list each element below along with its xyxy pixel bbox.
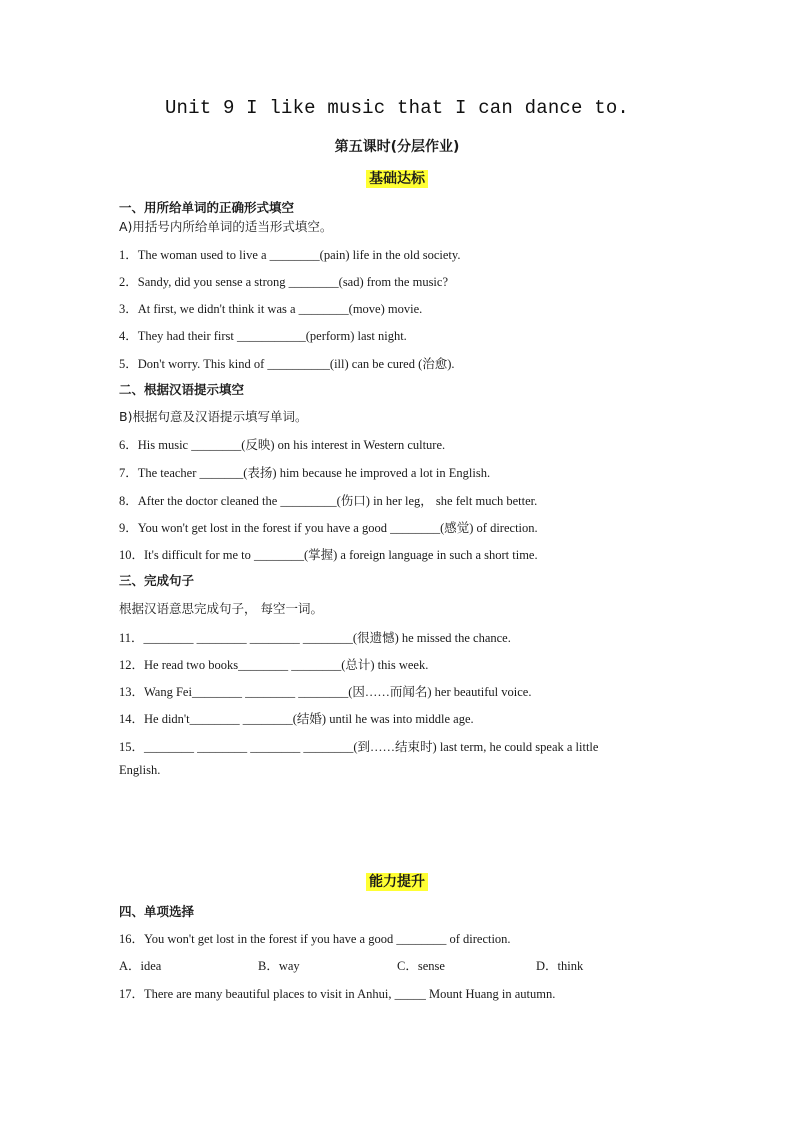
section-tag-basic	[0, 168, 794, 188]
question-item: 3．At first, we didn't think it was a ________(move) movie.	[119, 302, 423, 316]
question-item: 15．________ ________ ________ ________(到……结束时) last term, he could speak a little	[119, 740, 599, 754]
part2-heading: 二、根据汉语提示填空	[119, 382, 245, 397]
part2-instruction: B)根据句意及汉语提示填写单词。	[119, 409, 308, 424]
question-item: 2．Sandy, did you sense a strong ________(sad) from the music?	[119, 275, 448, 289]
question-item: 10．It's difficult for me to ________(掌握) a foreign language in such a short time.	[119, 548, 538, 562]
part1-instruction: A)用括号内所给单词的适当形式填空。	[119, 219, 333, 234]
part3-instruction: 根据汉语意思完成句子， 每空一词。	[119, 601, 323, 616]
question-item: 8．After the doctor cleaned the _________(伤口) in her leg， she felt much better.	[119, 494, 538, 508]
question-item: 9．You won't get lost in the forest if you have a good ________(感觉) of direction.	[119, 521, 538, 535]
option-b: B．way	[258, 959, 300, 973]
question-item: 6．His music ________(反映) on his interest in Western culture.	[119, 438, 446, 452]
lesson-subtitle: 第五课时(分层作业)	[334, 139, 460, 155]
part4-heading: 四、单项选择	[119, 904, 195, 919]
question-item: 7．The teacher _______(表扬) him because he improved a lot in English.	[119, 466, 491, 480]
section-tag-basic-label: 基础达标	[366, 170, 428, 188]
question-item-continuation: English.	[119, 763, 161, 777]
question-item: 16．You won't get lost in the forest if you have a good ________ of direction.	[119, 932, 511, 946]
question-item: 5．Don't worry. This kind of __________(ill) can be cured (治愈).	[119, 357, 455, 371]
question-item: 17．There are many beautiful places to visit in Anhui, _____ Mount Huang in autumn.	[119, 987, 556, 1001]
option-a: A．idea	[119, 959, 162, 973]
option-c: C．sense	[397, 959, 445, 973]
part1-heading: 一、用所给单词的正确形式填空	[119, 200, 295, 215]
question-item: 1．The woman used to live a ________(pain) life in the old society.	[119, 248, 461, 262]
part3-heading: 三、完成句子	[119, 573, 195, 588]
question-item: 13．Wang Fei________ ________ ________(因……而闻名) her beautiful voice.	[119, 685, 532, 699]
question-item: 12．He read two books________ ________(总计) this week.	[119, 658, 429, 672]
page-title: Unit 9 I like music that I can dance to.	[164, 97, 630, 119]
section-tag-advanced	[0, 871, 794, 891]
option-d: D．think	[536, 959, 584, 973]
question-item: 11．________ ________ ________ ________(很遗憾) he missed the chance.	[119, 631, 511, 645]
question-item: 4．They had their first ___________(perform) last night.	[119, 329, 407, 343]
question-item: 14．He didn't________ ________(结婚) until he was into middle age.	[119, 712, 474, 726]
section-tag-advanced-label: 能力提升	[366, 873, 428, 891]
